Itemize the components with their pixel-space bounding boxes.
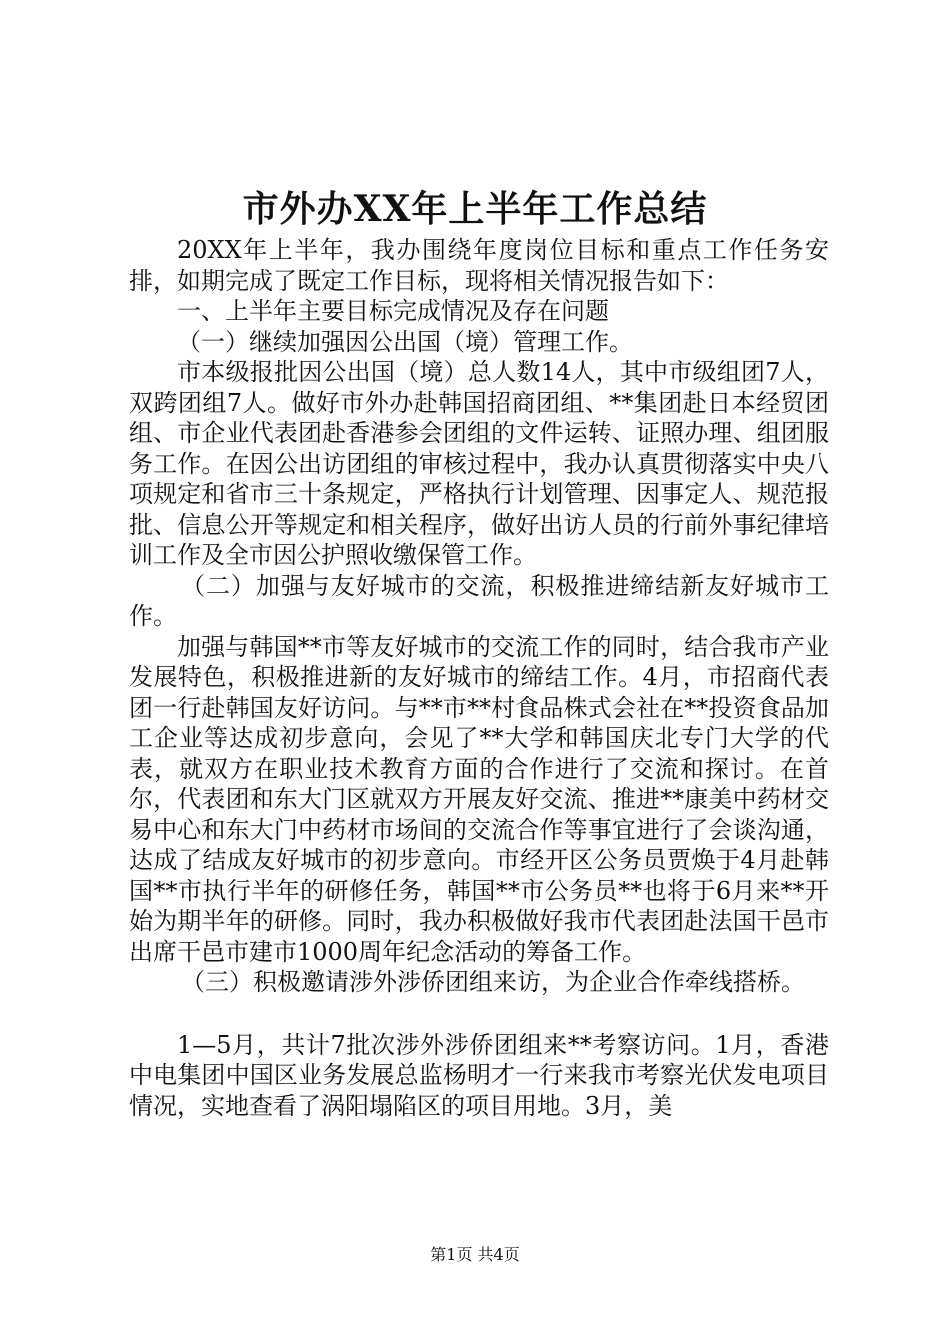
body-paragraph-1: 市本级报批因公出国（境）总人数14人，其中市级组团7人，双跨团组7人。做好市外办赴韩国招商团组、**集团赴日本经贸团组、市企业代表团赴香港参会团组的文件运转、证照办理、组团服务工作。在因公出访团组的审核过程中，我办认真贯彻落实中央八项规定和省市三十条规定，严格执行计划管理、因事定人、规范报批、信息公开等规定和相关程序，做好出访人员的行前外事纪律培训工作及全市因公护照收缴保管工作。 xyxy=(129,358,829,569)
intro-paragraph: 20XX年上半年，我办围绕年度岗位目标和重点工作任务安排，如期完成了既定工作目标，现将相关情况报告如下： xyxy=(129,236,829,295)
section-heading-1: 一、上半年主要目标完成情况及存在问题 xyxy=(177,297,609,325)
document-title: 市外办XX年上半年工作总结 xyxy=(242,188,708,230)
subsection-heading-1: （一）继续加强因公出国（境）管理工作。 xyxy=(177,327,633,356)
subsection-heading-2: （二）加强与友好城市的交流，积极推进缔结新友好城市工作。 xyxy=(129,571,829,630)
subsection-heading-3: （三）积极邀请涉外涉侨团组来访，为企业合作牵线搭桥。 xyxy=(181,968,805,996)
page-footer: 第1页 共4页 xyxy=(430,1245,520,1264)
paragraph-gap xyxy=(129,998,829,1030)
body-paragraph-2: 加强与韩国**市等友好城市的交流工作的同时，结合我市产业发展特色，积极推进新的友好城市的缔结工作。4月，市招商代表团一行赴韩国友好访问。与**市**村食品株式会社在**投资食品加工企业等达成初步意向，会见了**大学和韩国庆北专门大学的代表，就双方在职业技术教育方面的合作进行了交流和探讨。在首尔，代表团和东大门区就双方开展友好交流、推进**康美中药材交易中心和东大门中药材市场间的交流合作等事宜进行了会谈沟通，达成了结成友好城市的初步意向。市经开区公务员贾焕于4月赴韩国**市执行半年的研修任务，韩国**市公务员**也将于6月来**开始为期半年的研修。同时，我办积极做好我市代表团赴法国干邑市出席干邑市建市1000周年纪念活动的筹备工作。 xyxy=(129,632,829,966)
body-paragraph-3: 1—5月，共计7批次涉外涉侨团组来**考察访问。1月，香港中电集团中国区业务发展总监杨明才一行来我市考察光伏发电项目情况，实地查看了涡阳塌陷区的项目用地。3月，美 xyxy=(129,1030,829,1120)
document-body xyxy=(129,235,829,1121)
